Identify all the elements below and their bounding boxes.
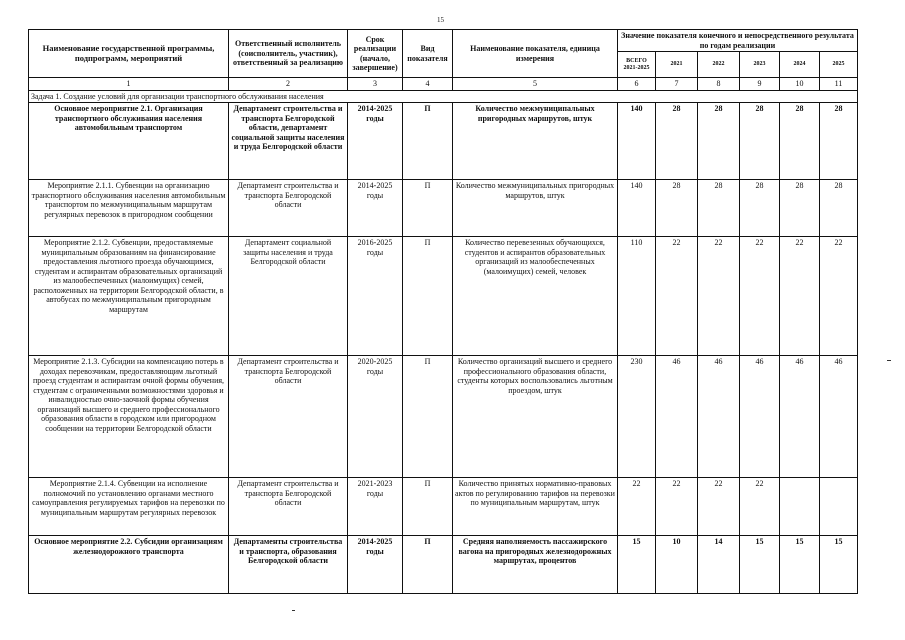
margin-mark (887, 360, 891, 361)
row-value-2024: 28 (780, 103, 820, 180)
col-number: 5 (453, 78, 618, 91)
row-value-2021: 22 (656, 237, 698, 356)
row-indicator-type: П (403, 478, 453, 536)
row-indicator: Количество межмуниципальных пригородных маршрутов, штук (453, 103, 618, 180)
row-name: Основное мероприятие 2.2. Субсидии организациям железнодорожного транспорта (29, 536, 229, 594)
row-executor: Департамент строительства и транспорта Белгородской области (229, 356, 348, 478)
row-value-2025: 15 (820, 536, 858, 594)
row-indicator: Количество принятых нормативно-правовых актов по регулированию тарифов на перевозки по муниципальным маршрутам, штук (453, 478, 618, 536)
row-indicator-type: П (403, 356, 453, 478)
footer-mark (292, 610, 295, 611)
header-indicator-type: Вид показателя (403, 30, 453, 78)
row-value-2025 (820, 478, 858, 536)
row-period: 2014-2025 годы (348, 536, 403, 594)
row-value-2023: 22 (740, 478, 780, 536)
indicator-table (28, 29, 858, 594)
col-number: 7 (656, 78, 698, 91)
row-value-total: 140 (618, 103, 656, 180)
col-number: 11 (820, 78, 858, 91)
row-indicator: Количество организаций высшего и среднего профессионального образования области, студенты которых воспользовались льготным проездом, штук (453, 356, 618, 478)
row-indicator: Количество межмуниципальных пригородных маршрутов, штук (453, 180, 618, 237)
table-row (29, 536, 858, 594)
header-indicator-name: Наименование показателя, единица измерения (453, 30, 618, 78)
table-row (29, 478, 858, 536)
header-program-name: Наименование государственной программы, подпрограмм, мероприятий (29, 30, 229, 78)
row-value-2024: 15 (780, 536, 820, 594)
row-value-2022: 14 (698, 536, 740, 594)
row-value-2025: 28 (820, 103, 858, 180)
row-value-2025: 28 (820, 180, 858, 237)
row-value-total: 110 (618, 237, 656, 356)
row-name: Основное мероприятие 2.1. Организация транспортного обслуживания населения автомобильным транспортом (29, 103, 229, 180)
table-row (29, 237, 858, 356)
task-title: Задача 1. Создание условий для организации транспортного обслуживания населения (29, 90, 858, 103)
row-name: Мероприятие 2.1.4. Субвенции на исполнение полномочий по установлению органами местного самоуправления регулируемых тарифов на перевозки по муниципальным маршрутам регулярных перевозок (29, 478, 229, 536)
task-row (29, 90, 858, 103)
row-indicator: Средняя наполняемость пассажирского вагона на пригородных железнодорожных маршрутах, процентов (453, 536, 618, 594)
row-period: 2014-2025 годы (348, 103, 403, 180)
row-executor: Департамент строительства и транспорта Белгородской области (229, 478, 348, 536)
row-value-2021: 22 (656, 478, 698, 536)
row-value-2023: 15 (740, 536, 780, 594)
header-values-group: Значение показателя конечного и непосредственного результата по годам реализации (618, 30, 858, 52)
col-number: 3 (348, 78, 403, 91)
col-number: 9 (740, 78, 780, 91)
row-period: 2021-2023 годы (348, 478, 403, 536)
col-number: 4 (403, 78, 453, 91)
row-name: Мероприятие 2.1.2. Субвенции, предоставляемые муниципальным образованиям на финансирование предоставления льготного проезда обучающимся, студентам и аспирантам образовательных организаций из малообеспеченных (малоимущих) семей, расположенных на территории Белгородской области, в автобусах по межмуниципальным пригородным маршрутам (29, 237, 229, 356)
row-value-total: 15 (618, 536, 656, 594)
col-number: 8 (698, 78, 740, 91)
row-value-2022: 28 (698, 103, 740, 180)
row-value-2023: 28 (740, 180, 780, 237)
row-value-total: 22 (618, 478, 656, 536)
page-number: 15 (437, 16, 444, 24)
row-value-2023: 46 (740, 356, 780, 478)
row-value-2023: 28 (740, 103, 780, 180)
row-name: Мероприятие 2.1.3. Субсидии на компенсацию потерь в доходах перевозчикам, предоставляющим льготный проезд студентам и аспирантам очной формы обучения, студентам с ограниченными возможностями здоровья и инвалидностью очно-заочной формы обучения организаций высшего и среднего профессионального образования области в городском или пригородном сообщении на территории Белгородской области (29, 356, 229, 478)
row-indicator-type: П (403, 103, 453, 180)
row-value-2022: 22 (698, 237, 740, 356)
table-row (29, 356, 858, 478)
row-indicator-type: П (403, 180, 453, 237)
row-period: 2020-2025 годы (348, 356, 403, 478)
row-value-2021: 46 (656, 356, 698, 478)
row-value-2021: 28 (656, 103, 698, 180)
row-value-2022: 28 (698, 180, 740, 237)
row-period: 2016-2025 годы (348, 237, 403, 356)
header-year-2021: 2021 (656, 52, 698, 78)
row-value-2025: 46 (820, 356, 858, 478)
header-year-2024: 2024 (780, 52, 820, 78)
row-period: 2014-2025 годы (348, 180, 403, 237)
col-number: 2 (229, 78, 348, 91)
table-row (29, 180, 858, 237)
row-indicator: Количество перевезенных обучающихся, студентов и аспирантов образовательных организаций из малообеспеченных (малоимущих) семей, человек (453, 237, 618, 356)
row-value-2024: 28 (780, 180, 820, 237)
row-value-2022: 22 (698, 478, 740, 536)
table-row (29, 103, 858, 180)
row-value-2022: 46 (698, 356, 740, 478)
row-value-2021: 28 (656, 180, 698, 237)
row-executor: Департамент социальной защиты населения и труда Белгородской области (229, 237, 348, 356)
row-executor: Департаменты строительства и транспорта, образования Белгородской области (229, 536, 348, 594)
row-value-2024: 22 (780, 237, 820, 356)
row-value-2024 (780, 478, 820, 536)
row-value-total: 230 (618, 356, 656, 478)
row-value-2024: 46 (780, 356, 820, 478)
header-total: ВСЕГО 2021-2025 (618, 52, 656, 78)
header-period: Срок реализации (начало, завершение) (348, 30, 403, 78)
header-year-2022: 2022 (698, 52, 740, 78)
row-executor: Департамент строительства и транспорта Белгородской области, департамент социальной защиты населения и труда Белгородской области (229, 103, 348, 180)
row-indicator-type: П (403, 237, 453, 356)
header-year-2025: 2025 (820, 52, 858, 78)
row-executor: Департамент строительства и транспорта Белгородской области (229, 180, 348, 237)
row-value-2025: 22 (820, 237, 858, 356)
row-value-total: 140 (618, 180, 656, 237)
col-number: 10 (780, 78, 820, 91)
row-value-2021: 10 (656, 536, 698, 594)
col-number: 1 (29, 78, 229, 91)
row-indicator-type: П (403, 536, 453, 594)
header-executor: Ответственный исполнитель (соисполнитель, участник), ответственный за реализацию (229, 30, 348, 78)
column-numbers-row (29, 78, 858, 91)
header-year-2023: 2023 (740, 52, 780, 78)
row-name: Мероприятие 2.1.1. Субвенции на организацию транспортного обслуживания населения автомобильным транспортом по межмуниципальным маршрутам регулярных перевозок в пригородном сообщении (29, 180, 229, 237)
row-value-2023: 22 (740, 237, 780, 356)
col-number: 6 (618, 78, 656, 91)
